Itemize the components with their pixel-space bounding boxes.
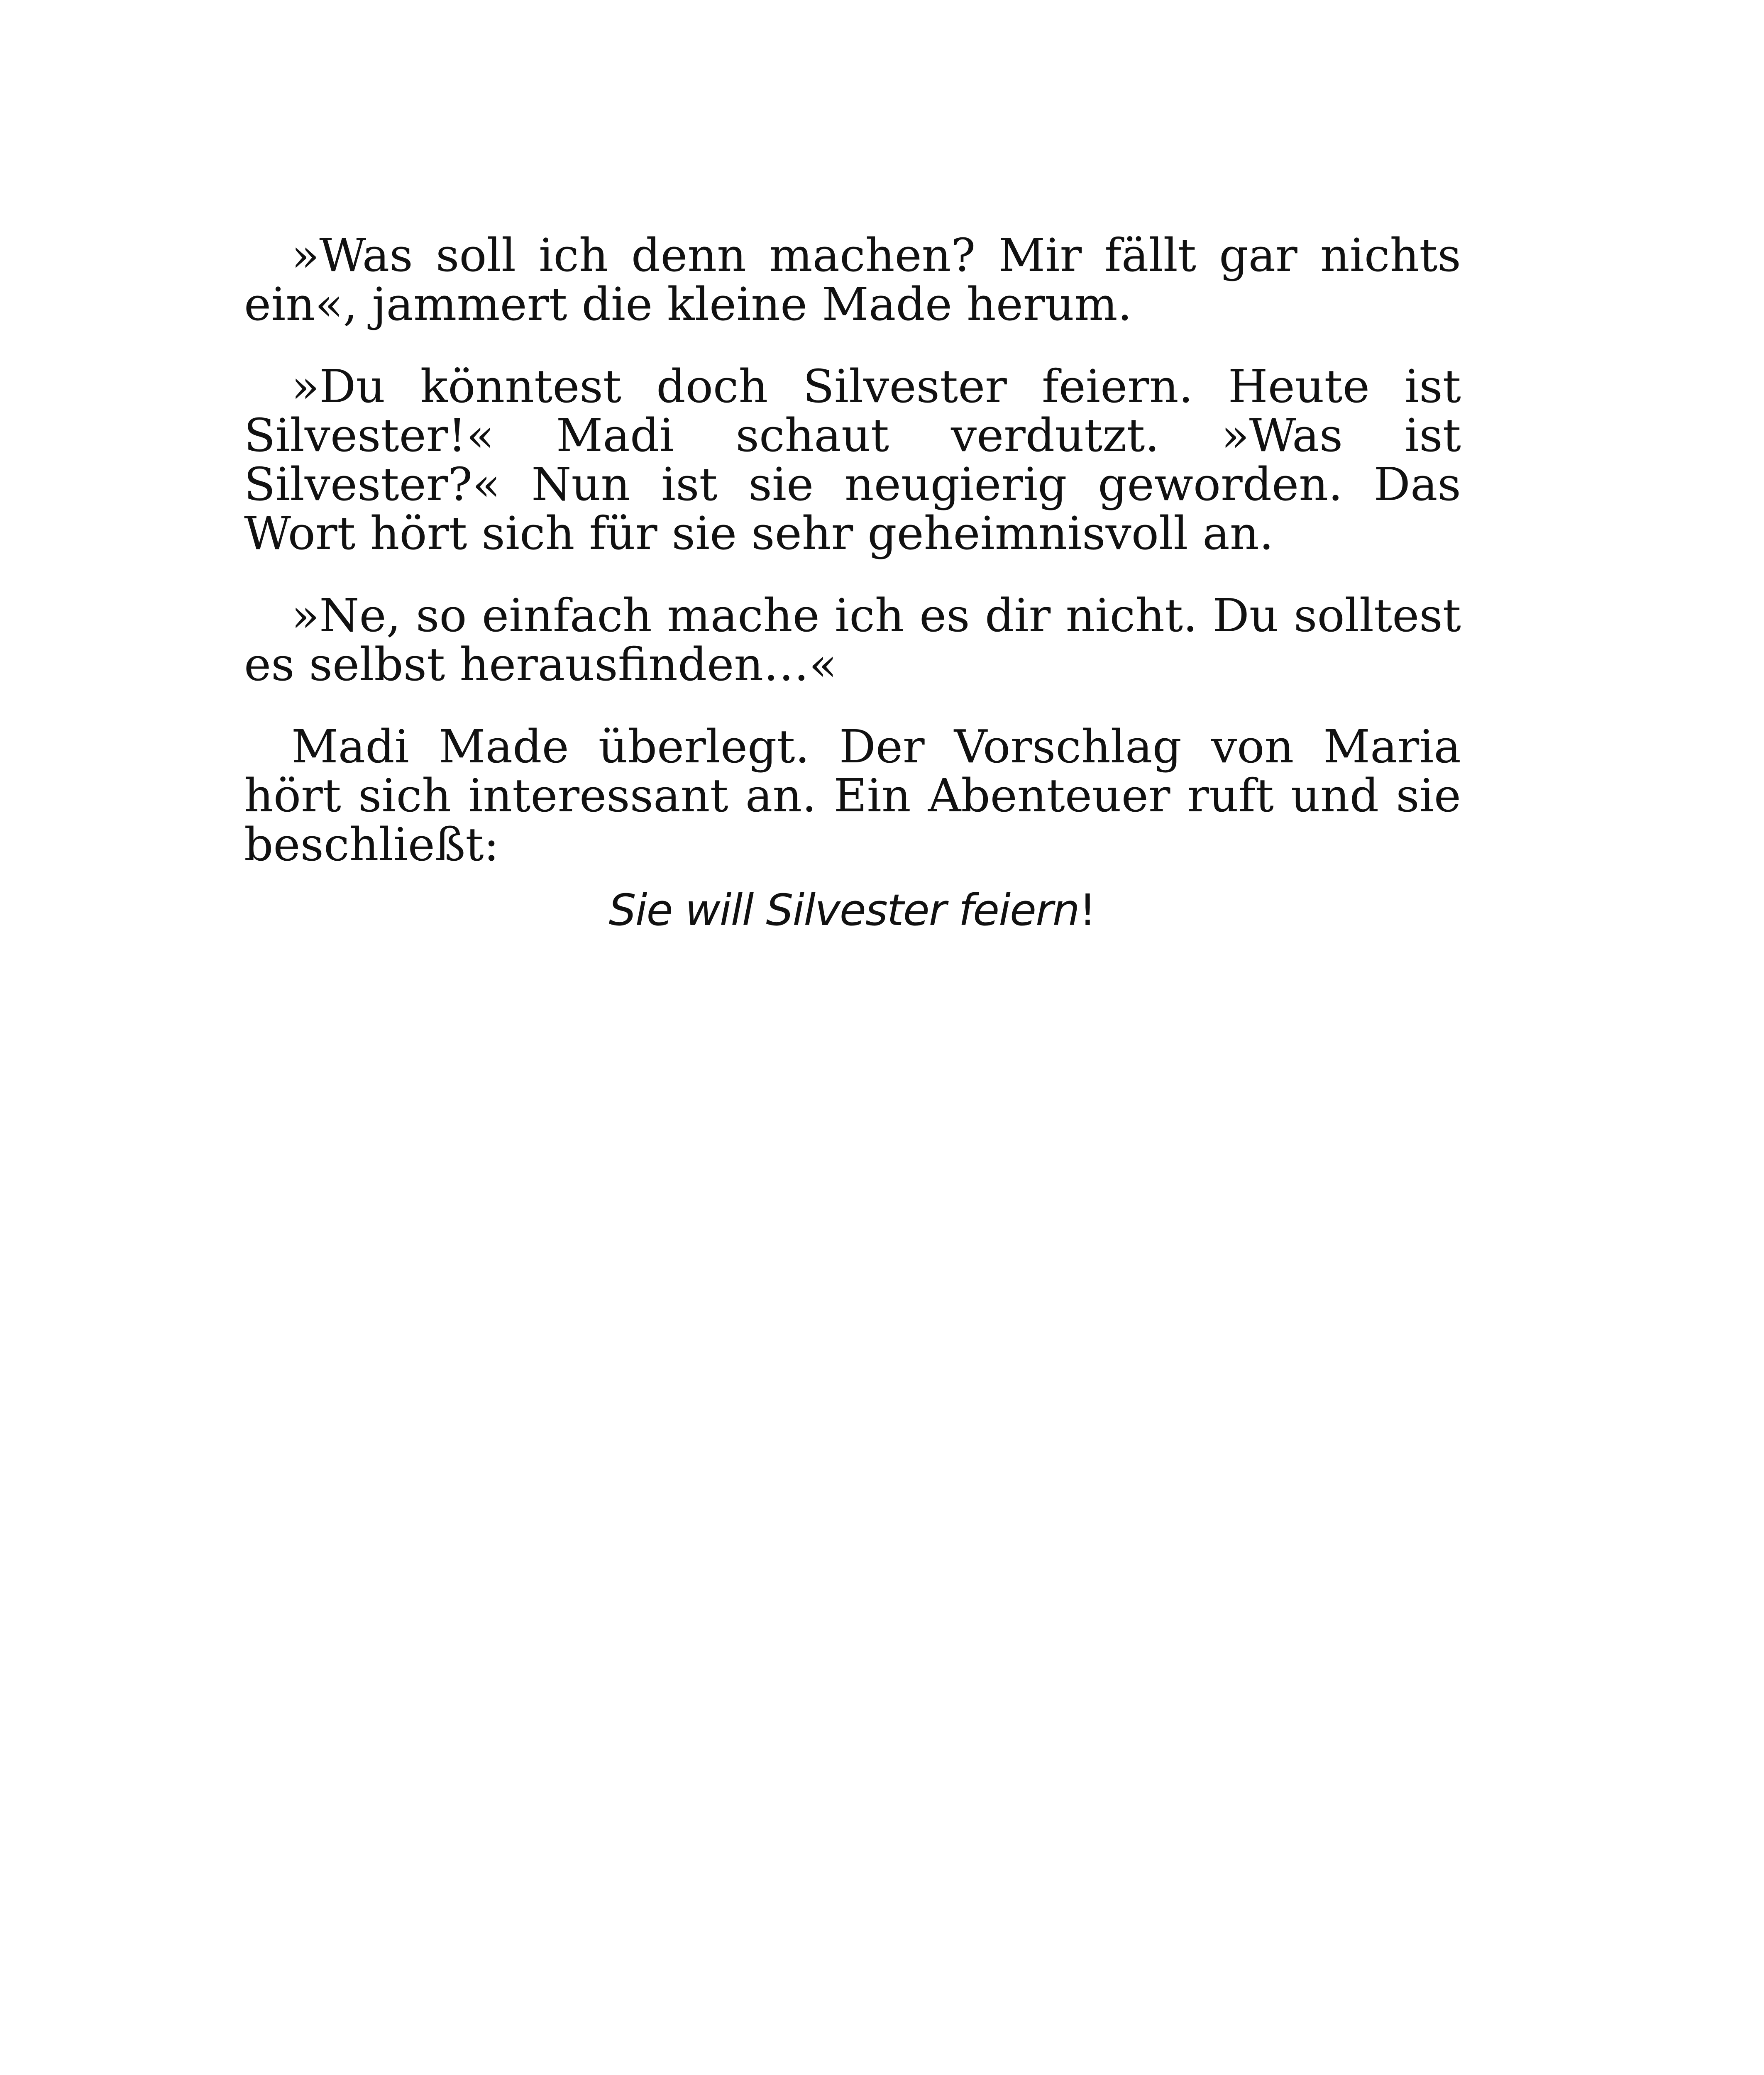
paragraph: »Ne, so einfach mache ich es dir nicht. Du solltest es selbst herausfinden…« [244,589,1461,691]
paragraph: »Was soll ich denn machen? Mir fällt gar nichts ein«, jammert die kleine Made herum. [244,229,1461,331]
body-text [244,231,1461,978]
paragraph: »Du könntest doch Silvester feiern. Heute ist Silvester!« Madi schaut verdutzt. »Was ist Silvester?« Nun ist sie neugierig geworden. Das Wort hört sich für sie sehr geheimnisvoll an. [244,360,1461,560]
paragraph: Madi Made überlegt. Der Vorschlag von Maria hört sich interessant an. Ein Abenteuer ruft und sie beschließt: [244,720,1461,871]
closing-line [244,886,1461,935]
closing-punctuation: ! [1079,885,1097,935]
closing-italic-text: Sie will Silvester feiern [608,885,1079,935]
